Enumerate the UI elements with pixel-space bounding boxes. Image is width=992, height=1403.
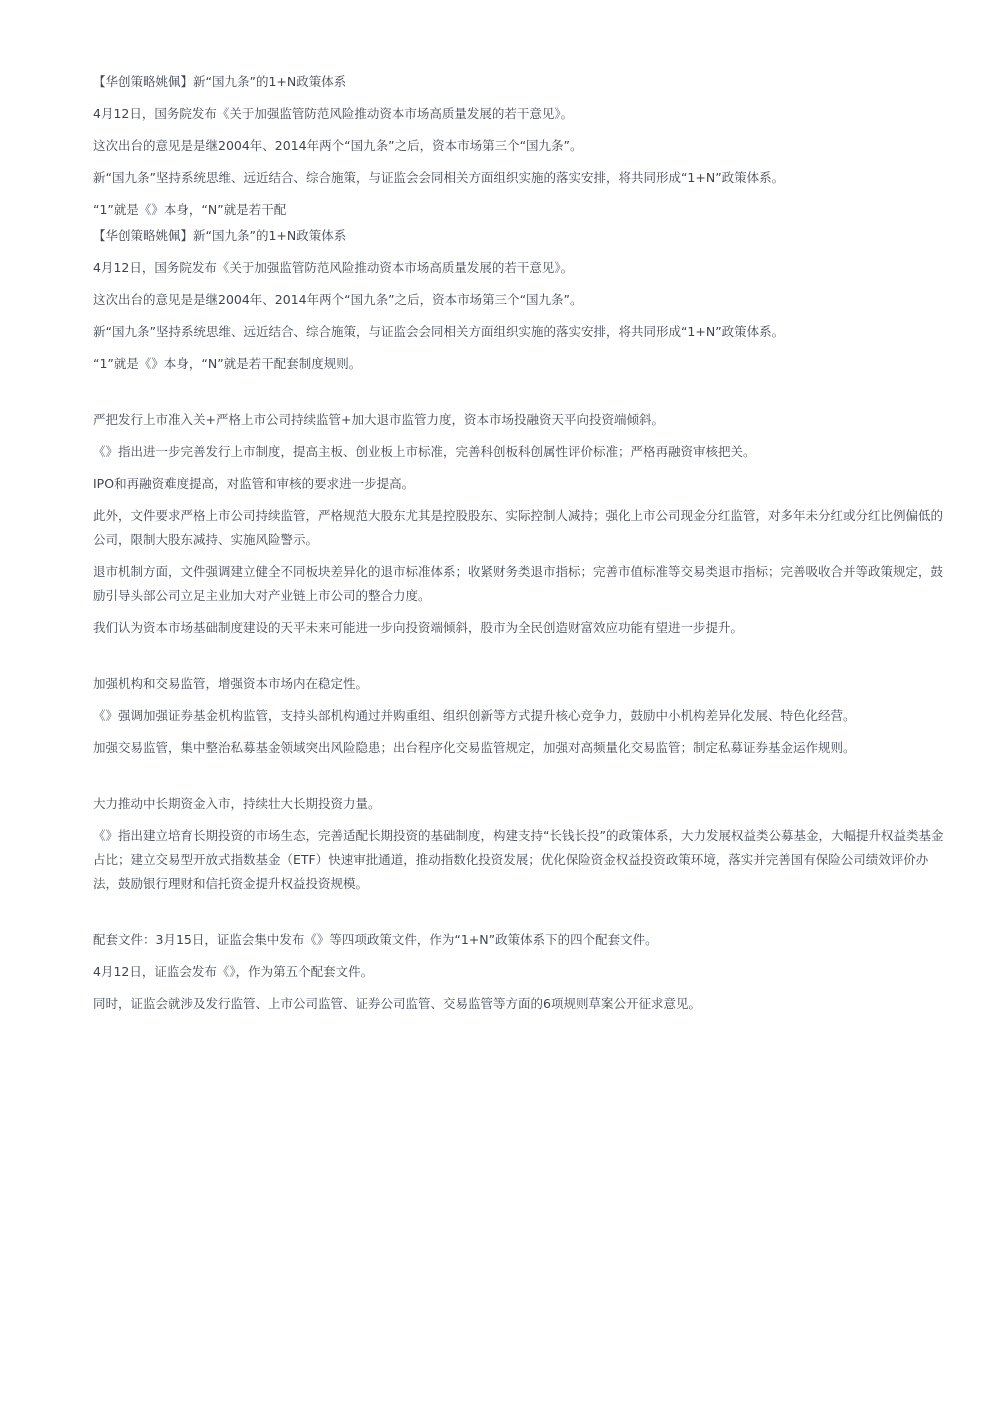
paragraph: 同时，证监会就涉及发行监管、上市公司监管、证券公司监管、交易监管等方面的6项规则草案公开征求意见。 — [93, 996, 701, 1011]
heading-paragraph: 【华创策略姚佩】新“国九条”的1+N政策体系 — [93, 74, 347, 89]
paragraph: 此外，文件要求严格上市公司持续监管，严格规范大股东尤其是控股股东、实际控制人减持；强化上市公司现金分红监管，对多年未分红或分红比例偏低的公司，限制大股东减持、实施风险警示。 — [93, 508, 944, 547]
paragraph: IPO和再融资难度提高，对监管和审核的要求进一步提高。 — [93, 476, 415, 491]
document-body — [93, 70, 945, 1024]
paragraph: “1”就是《》本身，“N”就是若干配套制度规则。 — [93, 356, 362, 371]
paragraph: 《》指出建立培育长期投资的市场生态，完善适配长期投资的基础制度，构建支持“长钱长投”的政策体系，大力发展权益类公募基金，大幅提升权益类基金占比；建立交易型开放式指数基金（ETF）快速审批通道，推动指数化投资发展；优化保险资金权益投资政策环境，落实并完善国有保险公司绩效评价办法，鼓励银行理财和信托资金提升权益投资规模。 — [93, 828, 944, 891]
block-2 — [93, 224, 945, 376]
section-gap — [93, 384, 945, 408]
section-gap — [93, 904, 945, 928]
paragraph: “1”就是《》本身，“N”就是若干配 — [93, 202, 287, 217]
paragraph: 退市机制方面，文件强调建立健全不同板块差异化的退市标准体系；收紧财务类退市指标；完善市值标准等交易类退市指标；完善吸收合并等政策规定，鼓励引导头部公司立足主业加大对产业链上市公司的整合力度。 — [93, 564, 944, 603]
paragraph: 4月12日，国务院发布《关于加强监管防范风险推动资本市场高质量发展的若干意见》。 — [93, 106, 574, 121]
section-gap — [93, 768, 945, 792]
paragraph: 4月12日，证监会发布《》，作为第五个配套文件。 — [93, 964, 374, 979]
block-1 — [93, 70, 945, 222]
paragraph: 新“国九条”坚持系统思维、远近结合、综合施策，与证监会会同相关方面组织实施的落实安排，将共同形成“1+N”政策体系。 — [93, 170, 785, 185]
section-gap — [93, 648, 945, 672]
section-lead: 大力推动中长期资金入市，持续壮大长期投资力量。 — [93, 796, 381, 811]
paragraph: 《》强调加强证券基金机构监管，支持头部机构通过并购重组、组织创新等方式提升核心竞争力，鼓励中小机构差异化发展、特色化经营。 — [93, 708, 856, 723]
paragraph: 这次出台的意见是是继2004年、2014年两个“国九条”之后，资本市场第三个“国九条”。 — [93, 292, 583, 307]
section-longterm — [93, 792, 945, 896]
paragraph: 加强交易监管，集中整治私募基金领域突出风险隐患；出台程序化交易监管规定，加强对高频量化交易监管；制定私募证券基金运作规则。 — [93, 740, 856, 755]
section-lead: 严把发行上市准入关+严格上市公司持续监管+加大退市监管力度，资本市场投融资天平向投资端倾斜。 — [93, 412, 664, 427]
paragraph: 《》指出进一步完善发行上市制度，提高主板、创业板上市标准，完善科创板科创属性评价标准；严格再融资审核把关。 — [93, 444, 756, 459]
section-listing — [93, 408, 945, 640]
paragraph: 新“国九条”坚持系统思维、远近结合、综合施策，与证监会会同相关方面组织实施的落实安排，将共同形成“1+N”政策体系。 — [93, 324, 785, 339]
paragraph: 4月12日，国务院发布《关于加强监管防范风险推动资本市场高质量发展的若干意见》。 — [93, 260, 574, 275]
section-supporting — [93, 928, 945, 1016]
heading-paragraph: 【华创策略姚佩】新“国九条”的1+N政策体系 — [93, 228, 347, 243]
section-lead: 配套文件：3月15日，证监会集中发布《》等四项政策文件，作为“1+N”政策体系下的四个配套文件。 — [93, 932, 658, 947]
section-lead: 加强机构和交易监管，增强资本市场内在稳定性。 — [93, 676, 369, 691]
paragraph: 我们认为资本市场基础制度建设的天平未来可能进一步向投资端倾斜，股市为全民创造财富效应功能有望进一步提升。 — [93, 620, 744, 635]
paragraph: 这次出台的意见是是继2004年、2014年两个“国九条”之后，资本市场第三个“国九条”。 — [93, 138, 583, 153]
section-institutions — [93, 672, 945, 760]
